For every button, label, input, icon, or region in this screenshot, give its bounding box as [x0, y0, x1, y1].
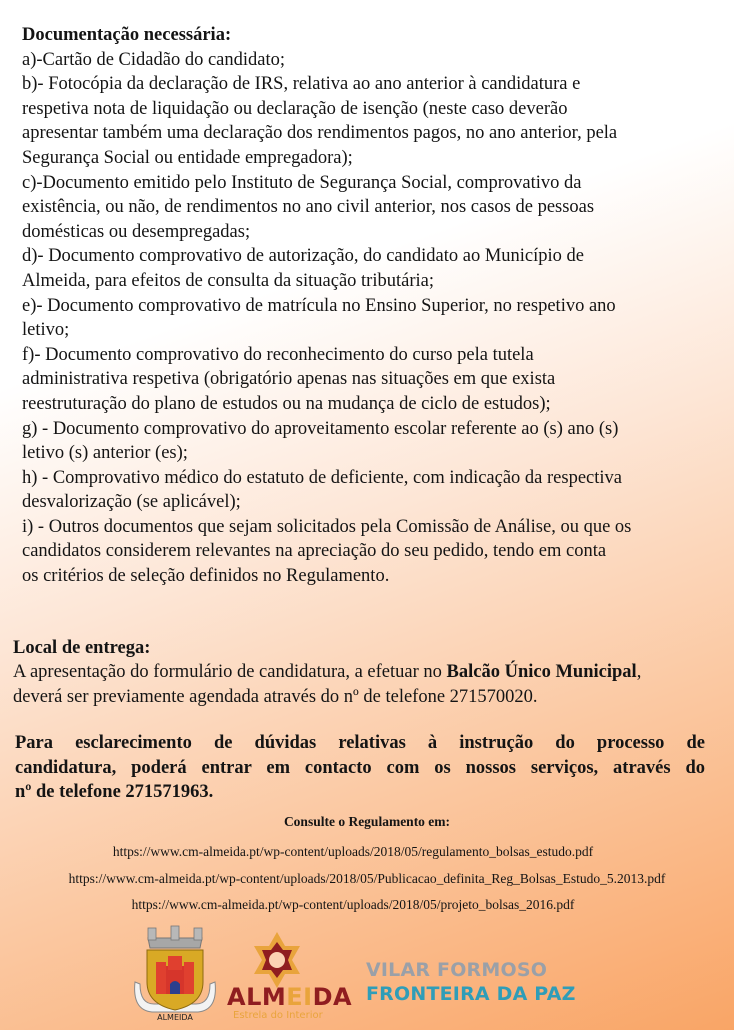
contact-line: candidatura, poderá entrar em contacto com os nossos serviços, através do	[15, 757, 705, 778]
regulation-link[interactable]: https://www.cm-almeida.pt/wp-content/uploads/2018/05/Publicacao_definita_Reg_Bolsas_Estudo_5.2013.pdf	[68, 871, 666, 886]
regulation-label: Consulte o Regulamento em:	[283, 814, 451, 829]
brand-part: ALM	[227, 983, 287, 1011]
vilar-formoso-title: VILAR FORMOSO	[366, 959, 548, 981]
delivery-office: Balcão Único Municipal	[446, 662, 637, 683]
doc-line: administrativa respetiva (obrigatório apenas nas situações em que exista	[22, 369, 556, 390]
doc-line: d)- Documento comprovativo de autorização, do candidato ao Município de	[22, 246, 585, 267]
doc-line: candidatos considerem relevantes na apreciação do seu pedido, tendo em conta	[22, 541, 607, 562]
delivery-text: A apresentação do formulário de candidatura, a efetuar no	[13, 662, 447, 683]
doc-line: h) - Comprovativo médico do estatuto de deficiente, com indicação da respectiva	[22, 467, 623, 488]
doc-line: respetiva nota de liquidação ou declaração de isenção (neste caso deverão	[22, 98, 568, 119]
doc-line: os critérios de seleção definidos no Regulamento.	[22, 566, 390, 587]
documentation-heading: Documentação necessária:	[22, 25, 232, 45]
doc-line: desvalorização (se aplicável);	[22, 492, 241, 513]
regulation-link[interactable]: https://www.cm-almeida.pt/wp-content/uploads/2018/05/regulamento_bolsas_estudo.pdf	[112, 844, 594, 859]
contact-section	[15, 731, 705, 805]
doc-line: apresentar também uma declaração dos rendimentos pagos, no ano anterior, pela	[22, 123, 618, 144]
brand-slogan: Estrela do Interior	[233, 1010, 323, 1021]
delivery-line-2: deverá ser previamente agendada através do nº de telefone 271570020.	[13, 686, 538, 707]
doc-line: Segurança Social ou entidade empregadora);	[22, 147, 353, 168]
almeida-brand	[227, 983, 352, 1011]
doc-line: b)- Fotocópia da declaração de IRS, relativa ao ano anterior à candidatura e	[22, 74, 581, 95]
doc-line: domésticas ou desempregadas;	[22, 221, 251, 242]
delivery-heading: Local de entrega:	[13, 638, 151, 658]
star-fortress-icon	[252, 930, 302, 990]
doc-line: Almeida, para efeitos de consulta da situação tributária;	[22, 270, 434, 291]
coat-of-arms-label: ALMEIDA	[157, 1013, 193, 1022]
doc-line: g) - Documento comprovativo do aproveitamento escolar referente ao (s) ano (s)	[22, 418, 619, 439]
brand-part: EI	[286, 983, 313, 1011]
documentation-section	[22, 23, 712, 589]
doc-line: i) - Outros documentos que sejam solicitados pela Comissão de Análise, ou que os	[22, 516, 632, 537]
doc-line: e)- Documento comprovativo de matrícula no Ensino Superior, no respetivo ano	[22, 295, 616, 316]
delivery-line-1	[13, 660, 723, 684]
doc-line: existência, ou não, de rendimentos no ano civil anterior, nos casos de pessoas	[22, 197, 595, 218]
doc-line: c)-Documento emitido pelo Instituto de Segurança Social, comprovativo da	[22, 172, 582, 193]
doc-line: f)- Documento comprovativo do reconhecimento do curso pela tutela	[22, 344, 534, 365]
regulation-link[interactable]: https://www.cm-almeida.pt/wp-content/uploads/2018/05/projeto_bolsas_2016.pdf	[131, 897, 575, 912]
vilar-formoso-subtitle: FRONTEIRA DA PAZ	[366, 983, 576, 1005]
doc-line: a)-Cartão de Cidadão do candidato;	[22, 49, 286, 70]
logos-footer	[130, 920, 590, 1025]
delivery-section	[13, 636, 723, 709]
contact-line: Para esclarecimento de dúvidas relativas à instrução do processo de	[15, 733, 705, 753]
contact-line: nº de telefone 271571963.	[15, 782, 214, 803]
coat-of-arms-icon	[130, 920, 220, 1025]
brand-part: DA	[312, 983, 353, 1011]
delivery-punct: ,	[636, 662, 642, 683]
doc-line: letivo (s) anterior (es);	[22, 443, 188, 464]
doc-line: letivo;	[22, 320, 70, 341]
doc-line: reestruturação do plano de estudos ou na mudança de ciclo de estudos);	[22, 393, 551, 414]
